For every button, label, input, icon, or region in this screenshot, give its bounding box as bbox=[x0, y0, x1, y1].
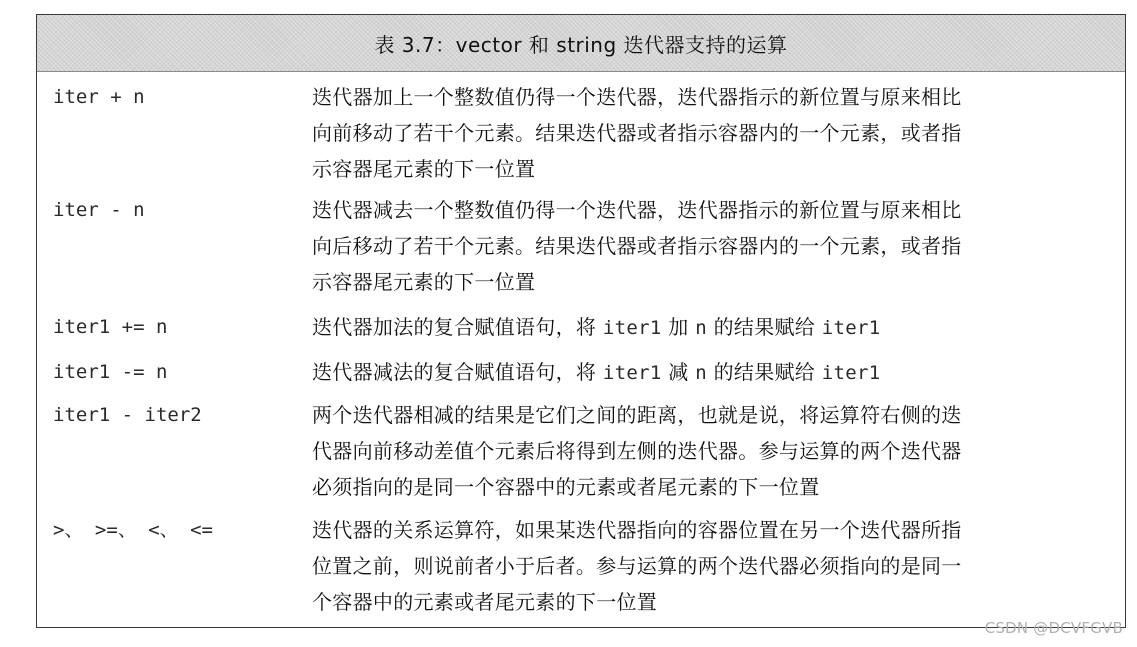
description-cell bbox=[312, 79, 1112, 187]
operation-cell: >、 >=、 <、 <= bbox=[53, 519, 213, 541]
code-token: iter1 bbox=[602, 362, 662, 384]
code-token: iter1 bbox=[821, 317, 881, 339]
description-text: 减 bbox=[661, 360, 696, 384]
table-header bbox=[37, 15, 1125, 72]
description-cell bbox=[312, 354, 1112, 391]
description-line: 向前移动了若干个元素。结果迭代器或者指示容器内的一个元素，或者指 bbox=[312, 121, 962, 145]
operation-cell: iter1 - iter2 bbox=[53, 404, 202, 426]
table-title: 表 3.7：vector 和 string 迭代器支持的运算 bbox=[374, 32, 788, 57]
description-line: 示容器尾元素的下一位置 bbox=[312, 157, 536, 181]
description-line: 迭代器的关系运算符，如果某迭代器指向的容器位置在另一个迭代器所指 bbox=[312, 518, 962, 542]
description-line: 代器向前移动差值个元素后将得到左侧的迭代器。参与运算的两个迭代器 bbox=[312, 439, 962, 463]
description-line: 向后移动了若干个元素。结果迭代器或者指示容器内的一个元素，或者指 bbox=[312, 234, 962, 258]
operation-cell: iter - n bbox=[53, 199, 145, 221]
description-text: 加 bbox=[661, 315, 696, 339]
watermark: CSDN @DCVFGVB bbox=[984, 619, 1123, 637]
description-cell bbox=[312, 309, 1112, 346]
code-token: n bbox=[695, 317, 707, 339]
description-cell bbox=[312, 192, 1112, 300]
operation-cell: iter + n bbox=[53, 86, 145, 108]
description-line: 迭代器加上一个整数值仍得一个迭代器，迭代器指示的新位置与原来相比 bbox=[312, 85, 962, 109]
code-token: iter1 bbox=[821, 362, 881, 384]
description-text: 迭代器加法的复合赋值语句，将 bbox=[312, 315, 603, 339]
description-cell bbox=[312, 397, 1112, 505]
operation-cell: iter1 -= n bbox=[53, 361, 168, 383]
description-line: 个容器中的元素或者尾元素的下一位置 bbox=[312, 590, 658, 614]
description-line: 迭代器减去一个整数值仍得一个迭代器，迭代器指示的新位置与原来相比 bbox=[312, 198, 962, 222]
description-line: 两个迭代器相减的结果是它们之间的距离，也就是说，将运算符右侧的迭 bbox=[312, 403, 962, 427]
iterator-operations-table bbox=[36, 14, 1126, 628]
description-line: 必须指向的是同一个容器中的元素或者尾元素的下一位置 bbox=[312, 475, 820, 499]
description-line: 位置之前，则说前者小于后者。参与运算的两个迭代器必须指向的是同一 bbox=[312, 554, 962, 578]
description-cell bbox=[312, 512, 1112, 620]
description-line: 示容器尾元素的下一位置 bbox=[312, 270, 536, 294]
description-text: 的结果赋给 bbox=[706, 315, 822, 339]
operation-cell: iter1 += n bbox=[53, 316, 168, 338]
code-token: n bbox=[695, 362, 707, 384]
code-token: iter1 bbox=[602, 317, 662, 339]
description-text: 的结果赋给 bbox=[706, 360, 822, 384]
description-text: 迭代器减法的复合赋值语句，将 bbox=[312, 360, 603, 384]
